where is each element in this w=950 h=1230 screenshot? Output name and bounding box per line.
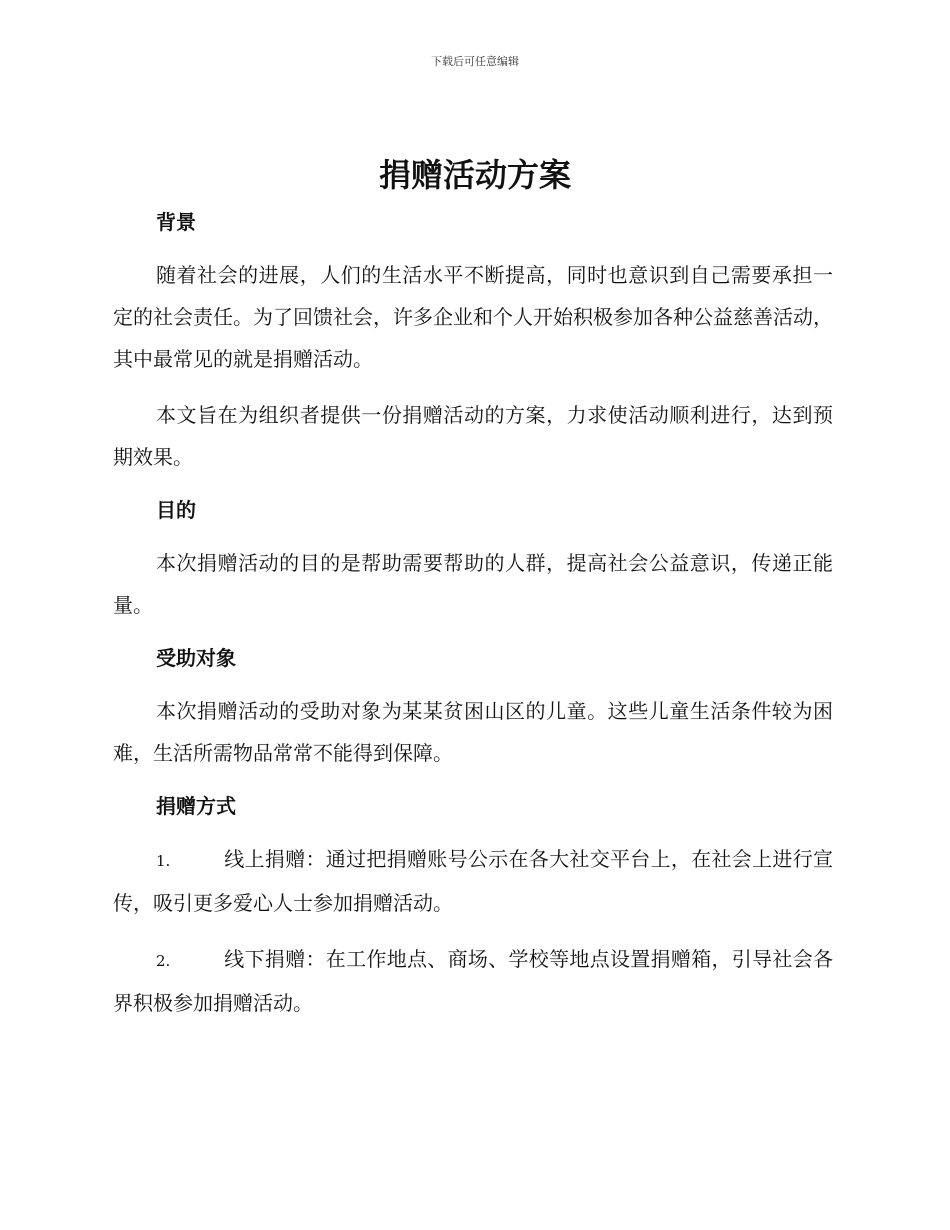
list-item (113, 938, 833, 1024)
paragraph: 本次捐赠活动的目的是帮助需要帮助的人群，提高社会公益意识，传递正能量。 (113, 551, 833, 617)
section-heading-beneficiaries: 受助对象 (156, 646, 236, 670)
section-heading-purpose: 目的 (156, 498, 196, 522)
list-item-text: 线上捐赠：通过把捐赠账号公示在各大社交平台上，在社会上进行宣传，吸引更多爱心人士参加捐赠活动。 (113, 847, 833, 915)
list-item (113, 838, 833, 924)
section-heading-methods: 捐赠方式 (156, 794, 236, 818)
document-title: 捐赠活动方案 (378, 156, 571, 194)
list-number: 2. (156, 952, 171, 970)
page-header-note: 下载后可任意编辑 (431, 55, 519, 68)
list-item-text: 线下捐赠：在工作地点、商场、学校等地点设置捐赠箱，引导社会各界积极参加捐赠活动。 (113, 947, 833, 1015)
document-body (113, 204, 833, 1024)
list-number: 1. (156, 852, 171, 870)
paragraph: 本文旨在为组织者提供一份捐赠活动的方案，力求使活动顺利进行，达到预期效果。 (113, 403, 833, 469)
section-heading-background: 背景 (156, 210, 196, 234)
paragraph: 随着社会的进展，人们的生活水平不断提高，同时也意识到自己需要承担一定的社会责任。为了回馈社会，许多企业和个人开始积极参加各种公益慈善活动，其中最常见的就是捐赠活动。 (113, 263, 833, 371)
paragraph: 本次捐赠活动的受助对象为某某贫困山区的儿童。这些儿童生活条件较为困难，生活所需物品常常不能得到保障。 (113, 699, 833, 765)
